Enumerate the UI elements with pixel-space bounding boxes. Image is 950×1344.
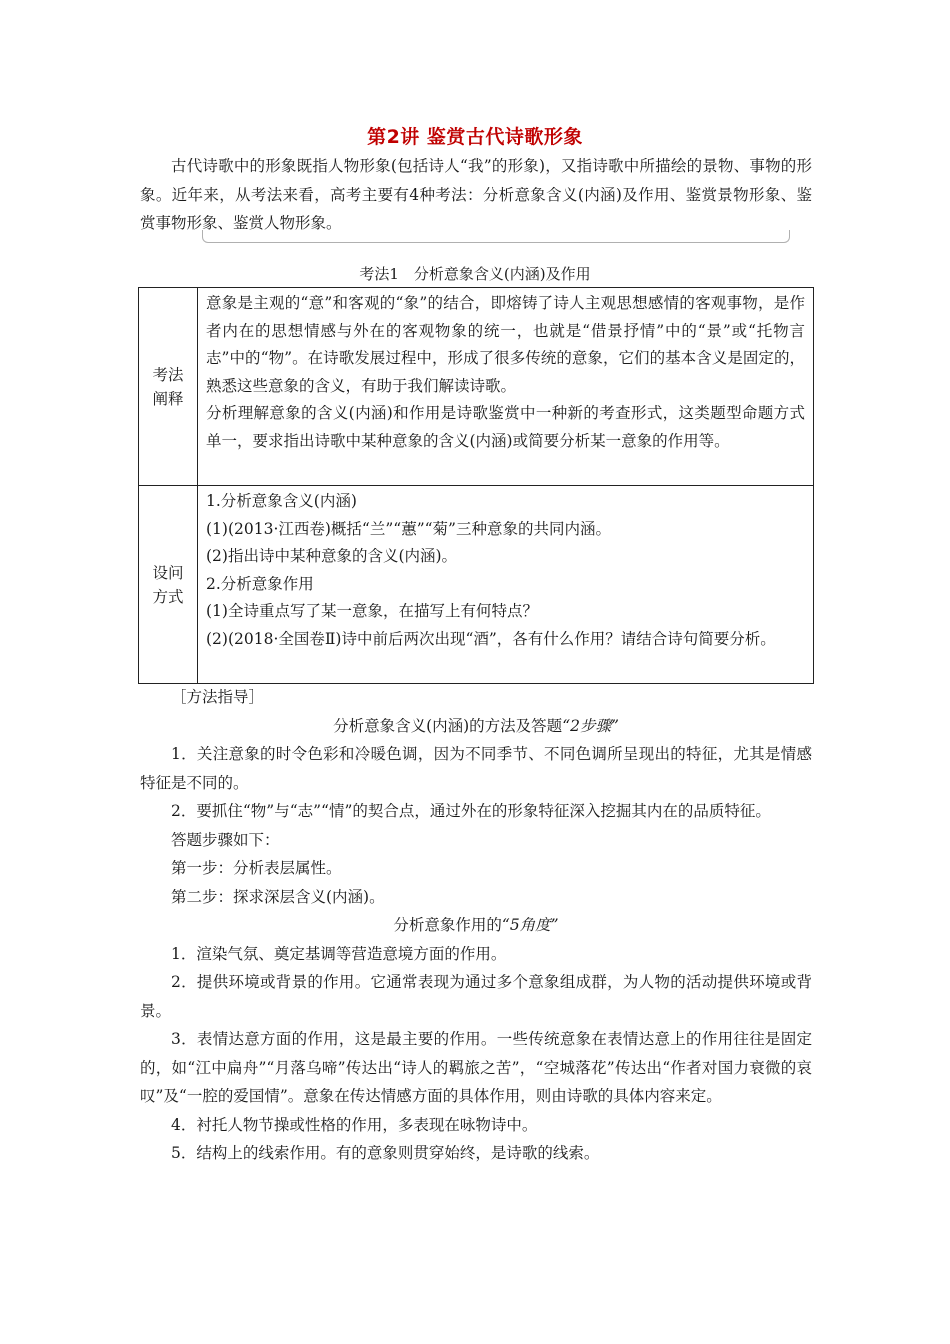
method-table — [138, 287, 814, 684]
function-point: 1．渲染气氛、奠定基调等营造意境方面的作用。 — [171, 944, 507, 963]
row-label-question-types — [139, 486, 198, 684]
sub-heading-quote: “5角度” — [501, 916, 559, 934]
function-point: 3．表情达意方面的作用，这是最主要的作用。一些传统意象在表情达意上的作用往往是固定的，如“江中扁舟”“月落乌啼”传达出“诗人的羁旅之苦”，“空城落花”传达出“作者对国力衰微的哀叹”及“一腔的爱国情”。意象在传达情感方面的具体作用，则由诗歌的具体内容来定。 — [140, 1030, 812, 1105]
row-label-line: 设问 — [152, 563, 184, 582]
function-point: 2．提供环境或背景的作用。它通常表现为通过多个意象组成群，为人物的活动提供环境或背景。 — [140, 973, 812, 1020]
sub-heading-text: 分析意象作用的 — [393, 916, 502, 934]
explanation-paragraph: 分析理解意象的含义(内涵)和作用是诗歌鉴赏中一种新的考查形式，这类题型命题方式单一，要求指出诗歌中某种意象的含义(内涵)或简要分析某一意象的作用等。 — [206, 404, 805, 450]
step-one: 第一步：分析表层属性。 — [171, 859, 342, 877]
steps-intro: 答题步骤如下： — [171, 830, 280, 849]
question-line: (2)(2018·全国卷Ⅱ)诗中前后两次出现“酒”，各有什么作用？请结合诗句简要分析。 — [206, 629, 776, 648]
sub-heading-meaning — [140, 712, 812, 741]
table-row — [139, 486, 814, 684]
explanation-paragraph: 意象是主观的“意”和客观的“象”的结合，即熔铸了诗人主观思想感情的客观事物，是作者内在的思想情感与外在的客观物象的统一，也就是“借景抒情”中的“景”或“托物言志”中的“物”。在诗歌发展过程中，形成了很多传统的意象，它们的基本含义是固定的，熟悉这些意象的含义，有助于我们解读诗歌。 — [206, 294, 805, 395]
question-line: (1)(2013·江西卷)概括“兰”“蕙”“菊”三种意象的共同内涵。 — [206, 519, 611, 538]
question-line: (2)指出诗中某种意象的含义(内涵)。 — [206, 547, 458, 565]
question-line: 2.分析意象作用 — [206, 574, 314, 593]
section-heading: 考法1 分析意象含义(内涵)及作用 — [359, 265, 591, 283]
explanation-content — [198, 288, 814, 486]
sub-heading-quote: “2步骤” — [562, 716, 619, 735]
guide-point: 1．关注意象的时令色彩和冷暖色调，因为不同季节、不同色调所呈现出的特征，尤其是情感特征是不同的。 — [140, 745, 812, 792]
step-two: 第二步：探求深层含义(内涵)。 — [171, 887, 385, 906]
question-line: 1.分析意象含义(内涵) — [206, 492, 357, 510]
lesson-title: 第2讲 鉴赏古代诗歌形象 — [367, 126, 583, 148]
question-types-content — [198, 486, 814, 684]
guide-point: 2．要抓住“物”与“志”“情”的契合点，通过外在的形象特征深入挖掘其内在的品质特征。 — [171, 802, 771, 820]
function-point: 4．衬托人物节操或性格的作用，多表现在咏物诗中。 — [171, 1115, 538, 1134]
row-label-line: 阐释 — [152, 389, 184, 408]
intro-paragraph: 古代诗歌中的形象既指人物形象(包括诗人“我”的形象)，又指诗歌中所描绘的景物、事物的形象。近年来，从考法来看，高考主要有4种考法：分析意象含义(内涵)及作用、鉴赏景物形象、鉴赏事物形象、鉴赏人物形象。 — [140, 157, 812, 232]
method-label: ［方法指导］ — [171, 688, 265, 706]
question-line: (1)全诗重点写了某一意象，在描写上有何特点？ — [206, 602, 538, 620]
row-label-line: 考法 — [152, 365, 184, 384]
decorative-bracket-divider — [202, 230, 790, 243]
method-guide-section — [140, 683, 812, 1168]
row-label-explanation — [139, 288, 198, 486]
sub-heading-text: 分析意象含义(内涵)的方法及答题 — [333, 716, 563, 735]
table-row — [139, 288, 814, 486]
function-point: 5．结构上的线索作用。有的意象则贯穿始终，是诗歌的线索。 — [171, 1144, 600, 1162]
sub-heading-function — [140, 911, 812, 940]
row-label-line: 方式 — [152, 587, 184, 606]
